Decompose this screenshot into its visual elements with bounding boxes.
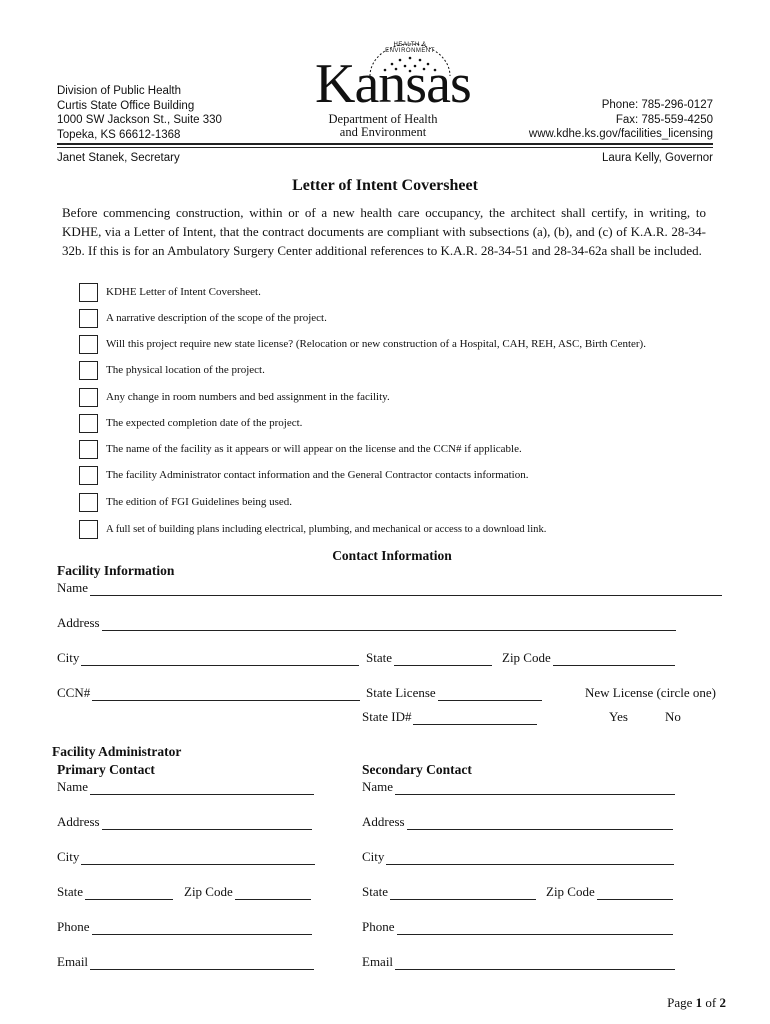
state-license-line[interactable] [438,688,542,701]
page-current: 1 [695,995,703,1010]
logo-subtitle [318,113,448,139]
primary-name-line[interactable] [90,782,314,795]
checklist-label: The physical location of the project. [106,364,265,376]
checklist-label: Any change in room numbers and bed assignment in the facility. [106,391,390,403]
logo-wordmark: Kansas [315,53,471,115]
secondary-address-label: Address [362,814,405,829]
page-total: 2 [719,995,726,1010]
facility-address-line[interactable] [102,618,676,631]
secondary-name-line[interactable] [395,782,675,795]
secondary-name-label: Name [362,779,394,794]
primary-address-label: Address [57,814,100,829]
page-of: of [705,995,717,1010]
checklist-item [79,490,292,514]
page-title: Letter of Intent Coversheet [292,177,478,194]
checkbox[interactable] [79,309,98,328]
primary-name-label: Name [57,779,89,794]
secondary-phone-label: Phone [362,919,395,934]
facility-zip-field[interactable] [502,650,675,666]
checkbox[interactable] [79,493,98,512]
primary-phone-label: Phone [57,919,90,934]
website-link[interactable]: www.kdhe.ks.gov/facilities_licensing [528,128,713,140]
header-divider-thin [57,147,713,148]
checklist-item [79,437,522,461]
primary-zip-line[interactable] [235,887,311,900]
primary-city-line[interactable] [81,852,315,865]
checklist-label: The name of the facility as it appears or will appear on the license and the CCN# if applicable. [106,443,522,455]
checkbox[interactable] [79,520,98,539]
logo-arc-text: HEALTH & ENVIRONMENT [385,42,435,54]
primary-zip-label: Zip Code [184,884,233,899]
address-line: 1000 SW Jackson St., Suite 330 [57,114,222,126]
primary-phone-field[interactable] [57,919,312,935]
facility-city-field[interactable] [57,650,359,666]
checklist-item [79,517,546,541]
secondary-state-label: State [362,884,388,899]
facility-address-field[interactable] [57,615,676,631]
facility-state-label: State [366,650,392,665]
checkbox[interactable] [79,361,98,380]
address-line: Topeka, KS 66612-1368 [57,128,181,141]
primary-contact-heading: Primary Contact [57,762,155,777]
page-number [667,995,726,1011]
secondary-email-field[interactable] [362,954,675,970]
ccn-label: CCN# [57,685,91,700]
ccn-field[interactable] [57,685,360,701]
primary-phone-line[interactable] [92,922,312,935]
primary-city-label: City [57,849,80,864]
logo-subtitle-line: and Environment [339,125,427,139]
secondary-email-line[interactable] [395,957,675,970]
checklist-label: The facility Administrator contact information and the General Contractor contacts information. [106,469,529,481]
checkbox[interactable] [79,335,98,354]
secondary-address-field[interactable] [362,814,673,830]
facility-admin-heading: Facility Administrator [52,744,182,759]
governor-name: Laura Kelly, Governor [601,152,713,164]
state-id-field[interactable] [362,709,537,725]
yes-option[interactable]: Yes [609,709,628,724]
ccn-line[interactable] [92,688,360,701]
primary-email-field[interactable] [57,954,314,970]
no-option[interactable]: No [665,709,681,724]
checklist-label: Will this project require new state license? (Relocation or new construction of a Hospital, CAH, REH, ASC, Birth Center). [106,338,646,350]
facility-info-heading: Facility Information [57,563,175,578]
secondary-phone-field[interactable] [362,919,673,935]
checklist-label: KDHE Letter of Intent Coversheet. [106,286,261,298]
new-license-label: New License (circle one) [585,685,717,700]
agency-address-block [57,84,222,142]
state-id-label: State ID# [362,709,412,724]
checklist-item [79,358,265,382]
secondary-zip-field[interactable] [546,884,673,900]
state-license-field[interactable] [366,685,542,701]
state-id-line[interactable] [413,712,537,725]
facility-name-label: Name [57,580,89,595]
facility-zip-line[interactable] [553,653,675,666]
facility-name-field[interactable] [57,580,722,596]
facility-name-line[interactable] [90,583,722,596]
checklist-label: The edition of FGI Guidelines being used. [106,496,293,508]
checklist-item [79,463,528,487]
primary-name-field[interactable] [57,779,314,795]
primary-zip-field[interactable] [184,884,311,900]
checkbox[interactable] [79,414,98,433]
address-line: Curtis State Office Building [57,99,195,112]
secondary-zip-label: Zip Code [546,884,595,899]
secondary-state-line[interactable] [390,887,536,900]
primary-state-field[interactable] [57,884,173,900]
secretary-name: Janet Stanek, Secretary [57,152,180,164]
facility-city-label: City [57,650,80,665]
checklist-item [79,332,646,356]
facility-zip-label: Zip Code [502,650,551,665]
header-divider [57,143,713,145]
secondary-email-label: Email [362,954,394,969]
fax-text: Fax: 785-559-4250 [615,113,713,126]
facility-address-label: Address [57,615,100,630]
page-prefix: Page [667,995,693,1010]
checkbox[interactable] [79,440,98,459]
primary-city-field[interactable] [57,849,315,865]
primary-address-field[interactable] [57,814,312,830]
checkbox[interactable] [79,283,98,302]
checkbox[interactable] [79,466,98,485]
checklist-label: The expected completion date of the project. [106,417,303,429]
checklist-label: A full set of building plans including electrical, plumbing, and mechanical or access to a download link. [106,523,547,535]
checklist-item [79,411,302,435]
secondary-city-line[interactable] [386,852,674,865]
contact-block [529,98,713,142]
checklist-item [79,306,327,330]
primary-address-line[interactable] [102,817,312,830]
primary-email-label: Email [57,954,89,969]
checklist-label: A narrative description of the scope of the project. [106,312,327,324]
checklist-item [79,280,261,304]
facility-state-field[interactable] [366,650,492,666]
primary-state-label: State [57,884,83,899]
address-line: Division of Public Health [57,85,182,97]
intro-paragraph: Before commencing construction, within or of a new health care occupancy, the architect shall certify, in writing, to KDHE, via a Letter of Intent, that the contract documents are compliant with subsections (a), (b), and (c) of K.A.R. 28-34-32b. If this is for an Ambulatory Surgery Center additional references to K.A.R. 28-34-51 and 28-34-62a shall be included. [62,205,706,258]
primary-state-line[interactable] [85,887,173,900]
logo-subtitle-line: Department of Health [328,112,438,126]
facility-state-line[interactable] [394,653,492,666]
checklist-item [79,385,390,409]
secondary-contact-heading: Secondary Contact [362,762,472,777]
contact-info-heading: Contact Information [332,548,452,563]
state-license-label: State License [366,685,436,700]
secondary-name-field[interactable] [362,779,675,795]
secondary-state-field[interactable] [362,884,536,900]
secondary-city-label: City [362,849,385,864]
secondary-phone-line[interactable] [397,922,673,935]
secondary-zip-line[interactable] [597,887,673,900]
secondary-city-field[interactable] [362,849,674,865]
primary-email-line[interactable] [90,957,314,970]
phone-text: Phone: 785-296-0127 [601,99,713,111]
secondary-address-line[interactable] [407,817,673,830]
checkbox[interactable] [79,388,98,407]
facility-city-line[interactable] [81,653,359,666]
